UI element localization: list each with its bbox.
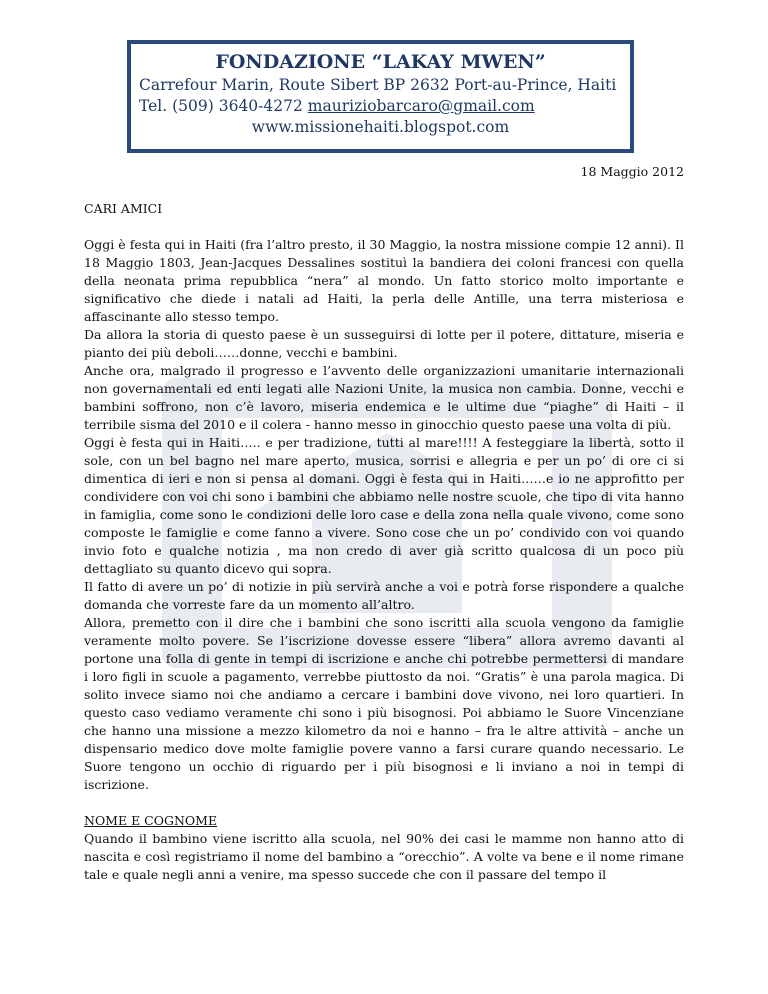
paragraph-4: Oggi è festa qui in Haiti….. e per tradizione, tutti al mare!!!! A festeggiare la libertà, sotto il sole, con un bel bagno nel mare aperto, musica, sorrisi e allegria e per un po’ di ore ci si dimentica di ieri e non si pensa al domani. Oggi è festa qui in Haiti……e io ne approfitto per condividere con voi chi sono i bambini che abbiamo nelle nostre scuole, che tipo di vita hanno in famiglia, come sono le condizioni delle loro case e della zona nella quale vivono, come sono composte le famiglie e come fanno a vivere. Sono cose che un po’ condivido con voi quando invio foto e qualche notizia , ma non credo di aver già scritto qualcosa di un poco più dettagliato su quanto dicevo qui sopra. bbox=[84, 435, 684, 576]
paragraph-3: Anche ora, malgrado il progresso e l’avvento delle organizzazioni umanitarie internazionali non governamentali ed enti legati alle Nazioni Unite, la musica non cambia. Donne, vecchi e bambini soffrono, non c’è lavoro, miseria endemica e le ultime due “piaghe” di Haiti – il terribile sisma del 2010 e il colera - hanno messo in ginocchio questo paese una volta di più. bbox=[84, 363, 684, 432]
foundation-phone: Tel. (509) 3640-4272 bbox=[139, 97, 303, 115]
foundation-title: FONDAZIONE “LAKAY MWEN” bbox=[215, 51, 546, 73]
greeting: CARI AMICI bbox=[84, 201, 163, 216]
section-paragraph: Quando il bambino viene iscritto alla scuola, nel 90% dei casi le mamme non hanno atto di nascita e così registriamo il nome del bambino a “orecchio”. A volte va bene e il nome rimane tale e quale negli anni a venire, ma spesso succede che con il passare del tempo il bbox=[84, 831, 684, 882]
letterhead-box bbox=[127, 40, 634, 153]
paragraph-5: Il fatto di avere un po’ di notizie in più servirà anche a voi e potrà forse rispondere a qualche domanda che vorreste fare da un momento all’altro. bbox=[84, 579, 684, 612]
paragraph-1: Oggi è festa qui in Haiti (fra l’altro presto, il 30 Maggio, la nostra missione compie 12 anni). Il 18 Maggio 1803, Jean-Jacques Dessalines sostituì la bandiera dei coloni francesi con quella della neonata prima repubblica “nera” al mondo. Un fatto storico molto importante e significativo che diede i natali ad Haiti, la perla delle Antille, una terra misteriosa e affascinante allo stesso tempo. bbox=[84, 237, 684, 324]
section-spacer bbox=[84, 794, 684, 812]
paragraph-2: Da allora la storia di questo paese è un susseguirsi di lotte per il potere, dittature, miseria e pianto dei più deboli……donne, vecchi e bambini. bbox=[84, 327, 684, 360]
paragraph-6: Allora, premetto con il dire che i bambini che sono iscritti alla scuola vengono da famiglie veramente molto povere. Se l’iscrizione dovesse essere “libera” allora avremo davanti al portone una folla di gente in tempi di iscrizione e anche chi potrebbe permettersi di mandare i loro figli in scuole a pagamento, verrebbe piuttosto da noi. “Gratis” è una parola magica. Di solito invece siamo noi che andiamo a cercare i bambini dove vivono, nei loro quartieri. In questo caso vediamo veramente chi sono i più bisognosi. Poi abbiamo le Suore Vincenziane che hanno una missione a mezzo kilometro da noi e hanno – fra le altre attività – anche un dispensario medico dove molte famiglie povere vanno a farsi curare quando necessario. Le Suore tengono un occhio di riguardo per i più bisognosi e li inviano a noi in tempi di iscrizione. bbox=[84, 615, 684, 792]
foundation-email-link[interactable]: mauriziobarcaro@gmail.com bbox=[307, 97, 535, 115]
foundation-contacts bbox=[139, 96, 622, 117]
letter-body bbox=[84, 200, 684, 884]
foundation-website-link[interactable]: www.missionehaiti.blogspot.com bbox=[251, 118, 510, 136]
foundation-address: Carrefour Marin, Route Sibert BP 2632 Port-au-Prince, Haiti bbox=[139, 76, 617, 94]
letter-date: 18 Maggio 2012 bbox=[580, 164, 684, 179]
section-heading: NOME E COGNOME bbox=[84, 813, 218, 828]
